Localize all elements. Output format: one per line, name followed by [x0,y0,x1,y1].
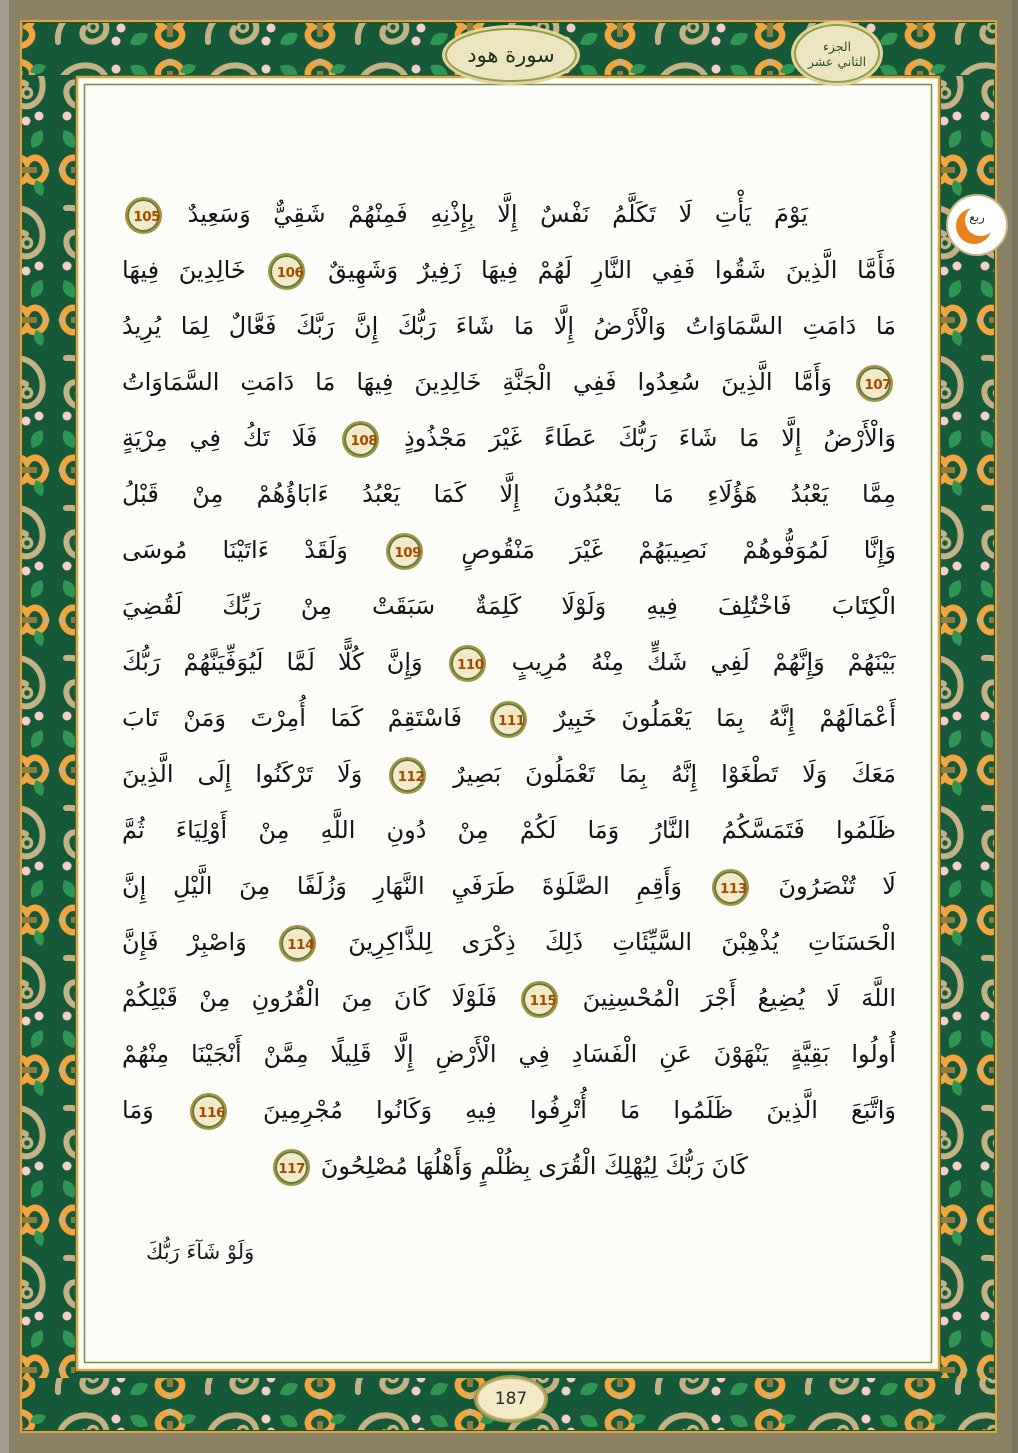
quran-line-16 [122,1026,896,1082]
aya-number: 116 [198,1104,225,1121]
aya-marker-110 [449,645,486,682]
verse-text: مَا دَامَتِ السَّمَاوَاتُ وَالْأَرْضُ إِلَّا مَا شَاءَ رَبُّكَ إِنَّ رَبَّكَ فَعَّالٌ لِمَا يُرِيدُ [122,312,896,340]
verse-text: وَاصْبِرْ فَإِنَّ [122,928,247,956]
aya-number: 105 [133,208,160,225]
juz-label-line2: الثاني عشر [807,53,867,69]
aya-marker-108 [342,421,379,458]
verse-text: وَلَا تَرْكَنُوا إِلَى الَّذِينَ [122,760,363,788]
aya-number: 112 [397,768,425,785]
quran-line-18 [122,1138,896,1194]
quran-line-6 [122,466,896,522]
verse-text: فَلَوْلَا كَانَ مِنَ الْقُرُونِ مِنْ قَبْلِكُمْ [122,984,498,1012]
verse-text: بَيْنَهُمْ وَإِنَّهُمْ لَفِي شَكٍّ مِنْهُ مُرِيبٍ [511,648,896,676]
aya-number: 117 [278,1160,305,1177]
quran-line-7 [122,522,896,578]
verse-text: وَإِنَّا لَمُوَفُّوهُمْ نَصِيبَهُمْ غَيْرَ مَنْقُوصٍ [461,536,896,564]
surah-title-cartouche [445,28,577,82]
verse-text: فَأَمَّا الَّذِينَ شَقُوا فَفِي النَّارِ لَهُمْ فِيهَا زَفِيرٌ وَشَهِيقٌ [328,256,896,284]
aya-number: 113 [720,880,747,897]
aya-marker-112 [389,757,426,794]
verse-text: ظَلَمُوا فَتَمَسَّكُمُ النَّارُ وَمَا لَكُمْ مِنْ دُونِ اللَّهِ مِنْ أَوْلِيَاءَ ثُمَّ [122,816,896,844]
aya-number: 115 [529,992,557,1009]
verse-text: وَاتَّبَعَ الَّذِينَ ظَلَمُوا مَا أُتْرِفُوا فِيهِ وَكَانُوا مُجْرِمِينَ [262,1096,896,1124]
aya-marker-115 [521,981,558,1018]
aya-marker-106 [268,253,305,290]
page-number: 187 [494,1389,528,1409]
aya-marker-116 [190,1093,227,1130]
verse-text: الْكِتَابَ فَاخْتُلِفَ فِيهِ وَلَوْلَا كَلِمَةٌ سَبَقَتْ مِنْ رَبِّكَ لَقُضِيَ [122,592,896,620]
quran-line-9 [122,634,896,690]
aya-number: 110 [456,656,484,673]
verse-text: فَاسْتَقِمْ كَمَا أُمِرْتَ وَمَنْ تَابَ [122,704,462,732]
rub-marker-medallion [946,194,1008,256]
aya-marker-117 [273,1149,310,1186]
verse-text: وَإِنَّ كُلًّا لَمَّا لَيُوَفِّيَنَّهُمْ رَبُّكَ [122,648,423,676]
aya-marker-107 [856,365,893,402]
quran-line-13 [122,858,896,914]
verse-text: اللَّهَ لَا يُضِيعُ أَجْرَ الْمُحْسِنِينَ [582,984,896,1012]
verse-text: لَا تُنْصَرُونَ [778,872,896,900]
aya-number: 107 [864,376,891,393]
aya-number: 108 [350,432,378,449]
quran-line-2 [122,242,896,298]
verse-text: فَلَا تَكُ فِي مِرْيَةٍ [122,424,318,452]
aya-number: 109 [394,544,421,561]
rub-label: ربع [969,210,985,224]
aya-marker-109 [386,533,423,570]
aya-marker-114 [279,925,316,962]
verse-text: وَأَمَّا الَّذِينَ سُعِدُوا فَفِي الْجَنَّةِ خَالِدِينَ فِيهَا مَا دَامَتِ السَّمَاوَاتُ [122,368,833,396]
quran-line-12 [122,802,896,858]
quran-line-1 [122,186,896,242]
quran-line-8 [122,578,896,634]
quran-line-11 [122,746,896,802]
quran-line-15 [122,970,896,1026]
verse-text: وَلَقَدْ ءَاتَيْنَا مُوسَى [122,536,348,564]
quran-line-14 [122,914,896,970]
verse-text: وَأَقِمِ الصَّلَوٰةَ طَرَفَيِ النَّهَارِ وَزُلَفًا مِنَ الَّيْلِ إِنَّ [122,872,683,900]
aya-number: 106 [276,264,304,281]
verse-text: مَعَكَ وَلَا تَطْغَوْا إِنَّهُ بِمَا تَعْمَلُونَ بَصِيرٌ [453,760,896,788]
aya-marker-111 [490,701,527,738]
aya-marker-105 [125,197,162,234]
juz-label-line1: الجزء [822,38,852,54]
verse-text: خَالِدِينَ فِيهَا [122,256,246,284]
juz-cartouche [794,24,880,83]
quran-line-17 [122,1082,896,1138]
verse-text: يَوْمَ يَأْتِ لَا تَكَلَّمُ نَفْسٌ إِلَّا بِإِذْنِهِ فَمِنْهُمْ شَقِيٌّ وَسَعِيدٌ [187,200,808,228]
quran-line-10 [122,690,896,746]
quran-line-3 [122,298,896,354]
verse-text: مِمَّا يَعْبُدُ هَؤُلَاءِ مَا يَعْبُدُونَ إِلَّا كَمَا يَعْبُدُ ءَابَاؤُهُمْ مِنْ قَبْلُ [122,480,896,508]
verse-text: الْحَسَنَاتِ يُذْهِبْنَ السَّيِّئَاتِ ذَلِكَ ذِكْرَى لِلذَّاكِرِينَ [348,928,896,956]
catchword: وَلَوْ شَآءَ رَبُّكَ [146,1240,255,1264]
verse-text: وَالْأَرْضُ إِلَّا مَا شَاءَ رَبُّكَ عَطَاءً غَيْرَ مَجْذُوذٍ [404,424,896,452]
verse-text: وَمَا [122,1096,154,1124]
quran-line-5 [122,410,896,466]
aya-number: 111 [497,712,525,729]
verse-text: أُولُوا بَقِيَّةٍ يَنْهَوْنَ عَنِ الْفَسَادِ فِي الْأَرْضِ إِلَّا قَلِيلًا مِمَّنْ أَنْجَيْنَا مِنْهُمْ [122,1040,896,1068]
verse-text: أَعْمَالَهُمْ إِنَّهُ بِمَا يَعْمَلُونَ خَبِيرٌ [554,704,896,732]
verse-text: كَانَ رَبُّكَ لِيُهْلِكَ الْقُرَى بِظُلْمٍ وَأَهْلُهَا مُصْلِحُونَ [320,1152,748,1180]
surah-title: سورة هود [467,43,555,67]
aya-marker-113 [712,869,749,906]
quran-line-4 [122,354,896,410]
page-number-cartouche [476,1377,546,1421]
aya-number: 114 [287,936,314,953]
verse-text-block [122,186,896,1194]
